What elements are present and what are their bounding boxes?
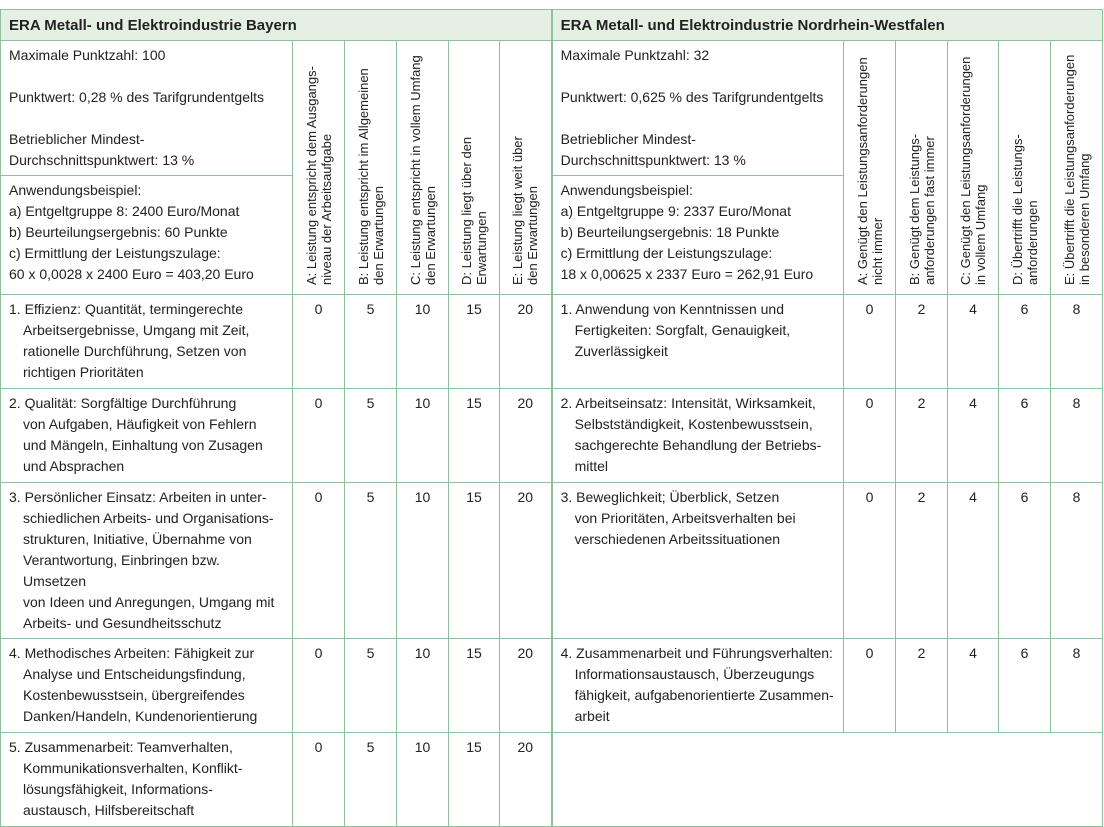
score-cell: 15 (449, 733, 500, 827)
score-cell: 2 (896, 389, 948, 483)
score-cell: 20 (500, 389, 552, 483)
score-cell: 0 (293, 483, 345, 639)
score-cell: 15 (449, 639, 500, 733)
score-cell: 2 (896, 483, 948, 639)
score-cell: 4 (948, 295, 999, 389)
empty-cell (552, 733, 1103, 827)
score-cell: 4 (948, 639, 999, 733)
score-cell: 0 (844, 389, 896, 483)
nrw-point-value: Punktwert: 0,625 % des Tarifgrundentgelts (560, 89, 824, 105)
score-cell: 5 (345, 483, 397, 639)
bayern-criterion-2: 2. Qualität: Sorgfältige Durchführung von Aufgaben, Häufigkeit von Fehlern und Mängeln, Einhaltung von Zusagen und Absprachen (9, 395, 263, 474)
score-cell: 6 (999, 639, 1051, 733)
bayern-point-value: Punktwert: 0,28 % des Tarifgrundentgelts (9, 89, 265, 105)
bayern-criterion-3: 3. Persönlicher Einsatz: Arbeiten in unter- schiedlichen Arbeits- und Organisations- strukturen, Initiative, Übernahme von Verantwortung, Einbringen bzw. Umsetzen von Ideen und Anregungen, Umgang mit Arbeits- und Gesundheitsschutz (9, 489, 275, 631)
nrw-level-a: A: Genügt den Leistungsanforderungen nicht immer (854, 57, 885, 285)
bayern-level-b: B: Leistung entspricht im Allgemeinen den Erwartungen (355, 68, 386, 285)
score-cell: 15 (449, 389, 500, 483)
score-cell: 20 (500, 295, 552, 389)
nrw-max-points: Maximale Punktzahl: 32 (560, 47, 710, 63)
score-cell: 5 (345, 639, 397, 733)
nrw-criterion-2: 2. Arbeitseinsatz: Intensität, Wirksamkeit, Selbstständigkeit, Kostenbewusstsein, sachgerechte Behandlung der Betriebs- mittel (560, 395, 822, 474)
nrw-level-c: C: Genügt den Leistungsanforderungen in vollem Umfang (958, 56, 989, 285)
nrw-example: Anwendungsbeispiel: a) Entgeltgruppe 9: 2337 Euro/Monat b) Beurteilungsergebnis: 18 Punkte c) Ermittlung der Leistungszulage: 18 x 0,00625 x 2337 Euro = 262,91 Euro (552, 176, 844, 295)
score-cell: 20 (500, 733, 552, 827)
score-cell: 2 (896, 295, 948, 389)
score-cell: 20 (500, 483, 552, 639)
score-cell: 0 (293, 733, 345, 827)
score-cell: 0 (844, 295, 896, 389)
score-cell: 10 (397, 389, 449, 483)
score-cell: 0 (293, 295, 345, 389)
bayern-level-c: C: Leistung entspricht in vollem Umfang den Erwartungen (407, 55, 438, 285)
nrw-parameters (552, 41, 844, 176)
bayern-level-d: D: Leistung liegt über den Erwartungen (459, 136, 489, 285)
bayern-min-average: Betrieblicher Mindest- Durchschnittspunktwert: 13 % (9, 131, 195, 168)
score-cell: 6 (999, 295, 1051, 389)
bayern-criterion-4: 4. Methodisches Arbeiten: Fähigkeit zur Analyse und Entscheidungsfindung, Kostenbewusstsein, übergreifendes Danken/Handeln, Kundenorientierung (9, 645, 258, 724)
bayern-parameters (1, 41, 293, 176)
table-row (1, 295, 1103, 389)
nrw-level-b: B: Genügt dem Leistungs- anforderungen fast immer (906, 133, 937, 285)
nrw-level-e: E: Übertrifft die Leistungsanforderungen in besonderen Umfang (1061, 54, 1092, 285)
nrw-criterion-4: 4. Zusammenarbeit und Führungsverhalten: Informationsaustausch, Überzeugungs fähigkeit, aufgabenorientierte Zusammen- arbeit (560, 645, 834, 724)
nrw-criterion-3: 3. Beweglichkeit; Überblick, Setzen von Prioritäten, Arbeitsverhalten bei verschiedenen Arbeitssituationen (560, 489, 796, 547)
table-row (1, 483, 1103, 639)
score-cell: 0 (293, 389, 345, 483)
score-cell: 0 (293, 639, 345, 733)
score-cell: 15 (449, 295, 500, 389)
score-cell: 5 (345, 389, 397, 483)
score-cell: 0 (844, 639, 896, 733)
bayern-level-e: E: Leistung liegt weit über den Erwartungen (510, 136, 541, 285)
nrw-level-d: D: Übertrifft die Leistungs- anforderungen (1009, 134, 1040, 285)
nrw-title: ERA Metall- und Elektroindustrie Nordrhein-Westfalen (552, 10, 1103, 41)
table-row (1, 733, 1103, 827)
score-cell: 15 (449, 483, 500, 639)
score-cell: 8 (1051, 483, 1103, 639)
bayern-max-points: Maximale Punktzahl: 100 (9, 47, 166, 63)
score-cell: 4 (948, 389, 999, 483)
score-cell: 10 (397, 733, 449, 827)
score-cell: 10 (397, 295, 449, 389)
nrw-criterion-1: 1. Anwendung von Kenntnissen und Fertigkeiten: Sorgfalt, Genauigkeit, Zuverlässigkeit (560, 301, 791, 359)
score-cell: 8 (1051, 389, 1103, 483)
score-cell: 5 (345, 295, 397, 389)
bayern-title: ERA Metall- und Elektroindustrie Bayern (1, 10, 552, 41)
table-row (1, 639, 1103, 733)
bayern-criterion-5: 5. Zusammenarbeit: Teamverhalten, Kommunikationsverhalten, Konflikt- lösungsfähigkeit, Informations- austausch, Hilfsbereitschaft (9, 739, 243, 818)
score-cell: 6 (999, 483, 1051, 639)
score-cell: 8 (1051, 295, 1103, 389)
comparison-table (0, 9, 1103, 827)
table-row (1, 389, 1103, 483)
score-cell: 0 (844, 483, 896, 639)
score-cell: 4 (948, 483, 999, 639)
bayern-level-a: A: Leistung entspricht dem Ausgangs- niveau der Arbeitsaufgabe (303, 66, 334, 285)
score-cell: 6 (999, 389, 1051, 483)
bayern-example: Anwendungsbeispiel: a) Entgeltgruppe 8: 2400 Euro/Monat b) Beurteilungsergebnis: 60 Punkte c) Ermittlung der Leistungszulage: 60 x 0,0028 x 2400 Euro = 403,20 Euro (1, 176, 293, 295)
score-cell: 20 (500, 639, 552, 733)
nrw-min-average: Betrieblicher Mindest- Durchschnittspunktwert: 13 % (560, 131, 746, 168)
score-cell: 2 (896, 639, 948, 733)
score-cell: 5 (345, 733, 397, 827)
score-cell: 10 (397, 483, 449, 639)
score-cell: 8 (1051, 639, 1103, 733)
score-cell: 10 (397, 639, 449, 733)
bayern-criterion-1: 1. Effizienz: Quantität, termingerechte Arbeitsergebnisse, Umgang mit Zeit, rationelle Durchführung, Setzen von richtigen Prioritäten (9, 301, 250, 380)
